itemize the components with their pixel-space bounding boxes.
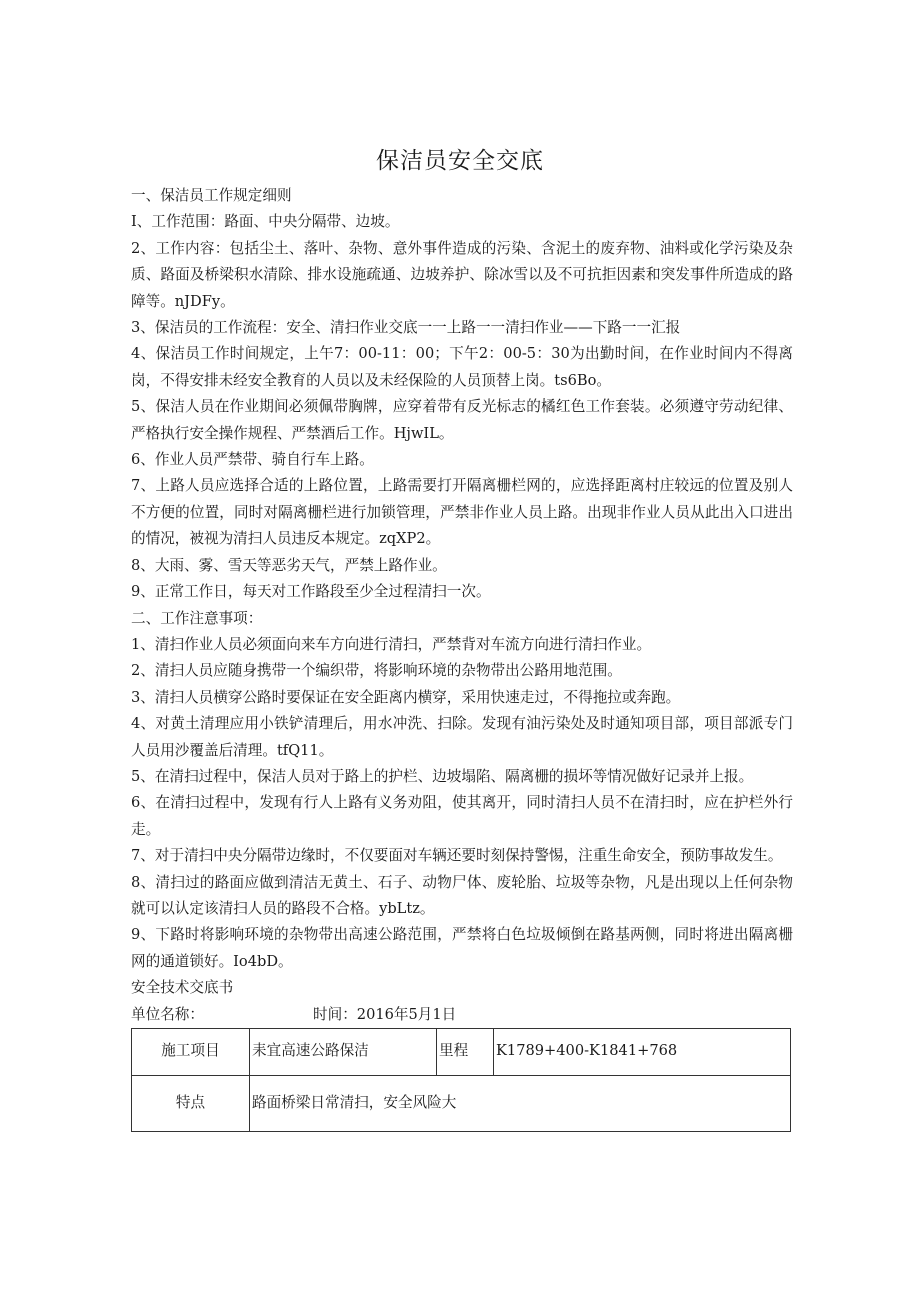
paragraph: 3、清扫人员横穿公路时要保证在安全距离内横穿，采用快速走过，不得拖拉或奔跑。 — [131, 688, 681, 706]
mileage-label-cell: 里程 — [437, 1028, 494, 1075]
paragraph: 7、上路人员应选择合适的上路位置，上路需要打开隔离栅栏网的，应选择距离村庄较远的位置及别人不方便的位置，同时对隔离栅栏进行加锁管理，严禁非作业人员上路。出现非作业人员从此出入口进出的情况，被视为清扫人员违反本规定。zqXP2。 — [131, 477, 793, 548]
paragraph: 3、保洁员的工作流程：安全、清扫作业交底一一上路一一清扫作业——下路一一汇报 — [131, 319, 681, 337]
section-heading: 一、保洁员工作规定细则 — [131, 187, 292, 204]
section-heading: 二、工作注意事项： — [131, 609, 263, 627]
info-table — [131, 1028, 791, 1132]
paragraph: 7、对于清扫中央分隔带边缘时，不仅要面对车辆还要时刻保持警惕，注重生命安全，预防事故发生。 — [131, 847, 783, 865]
paragraph: 2、工作内容：包括尘土、落叶、杂物、意外事件造成的污染、含泥土的废弃物、油料或化学污染及杂质、路面及桥梁积水清除、排水设施疏通、边坡养护、除冰雪以及不可抗拒因素和突发事件所造成的路障等。nJDFy。 — [131, 239, 793, 310]
paragraph: 5、在清扫过程中，保洁人员对于路上的护栏、边坡塌陷、隔离栅的损坏等情况做好记录并上报。 — [131, 767, 754, 785]
paragraph: 6、在清扫过程中，发现有行人上路有义务劝阻，使其离开，同时清扫人员不在清扫时，应在护栏外行走。 — [131, 794, 793, 838]
paragraph: 9、正常工作日，每天对工作路段至少全过程清扫一次。 — [131, 583, 491, 601]
paragraph: 8、清扫过的路面应做到清洁无黄土、石子、动物尸体、废轮胎、垃圾等杂物，凡是出现以上任何杂物就可以认定该清扫人员的路段不合格。ybLtz。 — [131, 873, 793, 917]
subsection-heading: 安全技术交底书 — [131, 979, 234, 997]
time-label: 时间：2016年5月1日 — [313, 1005, 457, 1023]
paragraph: 1、清扫作业人员必须面向来车方向进行清扫，严禁背对车流方向进行清扫作业。 — [131, 635, 652, 653]
paragraph: 8、大雨、雾、雪天等恶劣天气，严禁上路作业。 — [131, 556, 447, 574]
paragraph: I、工作范围：路面、中央分隔带、边坡。 — [131, 213, 400, 231]
paragraph: 5、保洁人员在作业期间必须佩带胸牌，应穿着带有反光标志的橘红色工作套装。必须遵守劳动纪律、严格执行安全操作规程、严禁酒后工作。HjwIL。 — [131, 398, 793, 442]
paragraph: 4、保洁员工作时间规定，上午7：00-11：00；下午2：00-5：30为出勤时间，在作业时间内不得离岗，不得安排未经安全教育的人员以及未经保险的人员顶替上岗。ts6Bo。 — [131, 345, 793, 389]
paragraph: 9、下路时将影响环境的杂物带出高速公路范围，严禁将白色垃圾倾倒在路基两侧，同时将进出隔离栅网的通道锁好。Io4bD。 — [131, 926, 793, 970]
unit-label: 单位名称： — [131, 1005, 204, 1023]
feature-value-cell: 路面桥梁日常清扫，安全风险大 — [250, 1075, 791, 1131]
document-title: 保洁员安全交底 — [376, 148, 544, 174]
document-body — [131, 183, 793, 1132]
project-label-cell: 施工项目 — [132, 1028, 250, 1075]
project-value-cell: 耒宜高速公路保洁 — [250, 1028, 437, 1075]
paragraph: 4、对黄土清理应用小铁铲清理后，用水冲洗、扫除。发现有油污染处及时通知项目部，项目部派专门人员用沙覆盖后清理。tfQ11。 — [131, 715, 793, 759]
table-row — [132, 1075, 791, 1131]
paragraph: 6、作业人员严禁带、骑自行车上路。 — [131, 451, 374, 469]
paragraph: 2、清扫人员应随身携带一个编织带，将影响环境的杂物带出公路用地范围。 — [131, 662, 622, 680]
table-row — [132, 1028, 791, 1075]
feature-label-cell: 特点 — [132, 1075, 250, 1131]
unit-time-line — [131, 1002, 793, 1028]
mileage-value-cell: K1789+400-K1841+768 — [494, 1028, 791, 1075]
